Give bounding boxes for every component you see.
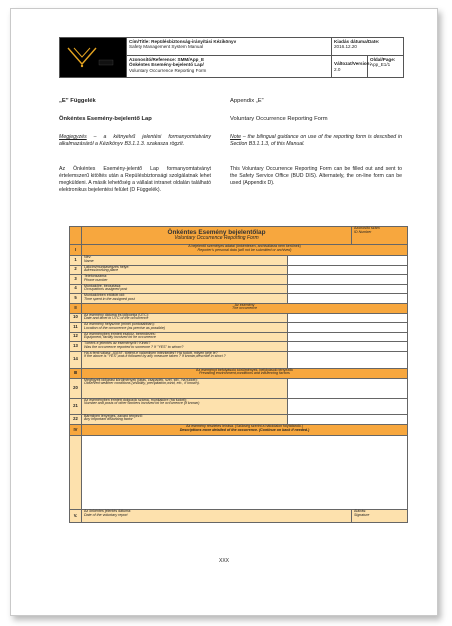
row-label-hu: Név: bbox=[84, 255, 92, 259]
row-label bbox=[82, 323, 288, 333]
row-answer-field[interactable] bbox=[288, 351, 408, 368]
section-3-hu: Az eseményt befolyásoló körülmények, befolyásoló tényezők bbox=[196, 367, 293, 372]
section-1-en: Reporter's personal data (will not be submitted or archived) bbox=[197, 247, 292, 252]
row-number: 12 bbox=[70, 332, 82, 342]
document-page bbox=[10, 8, 438, 616]
section-num-2: II bbox=[70, 303, 82, 313]
row-label-en: Observed weather conditions (visibility, precipitation,wind, etc., if known). bbox=[84, 381, 200, 386]
title-cell bbox=[127, 38, 332, 56]
row-label-hu: Az esemény helyszíne (minél pontosabban): bbox=[84, 322, 155, 326]
rows2-row bbox=[70, 323, 408, 333]
row-label bbox=[82, 378, 288, 398]
section-4 bbox=[82, 425, 408, 436]
section-num-1: I bbox=[70, 245, 82, 256]
section-num-4: IV bbox=[70, 425, 82, 436]
row-label-en: Name bbox=[84, 258, 94, 263]
paragraph-en: This Voluntary Occurrence Reporting Form can be filled out and sent to the Safety Service Office (BUD DIS). Alternately, the on-line form can be used (Appendix D). bbox=[230, 166, 402, 187]
row-label-hu: Ha a fenti válasz „IGEN”, történt-e valamilyen intézkedés? Ha tudott, milyen kéje le? bbox=[84, 350, 218, 355]
report-date-field[interactable] bbox=[82, 510, 352, 523]
rows1-row bbox=[70, 265, 408, 275]
row-answer-field[interactable] bbox=[288, 256, 408, 266]
row-label-hu: Az eseményben érintett dolgozók száma, munkaköre (ha tudott): bbox=[84, 397, 187, 402]
row-answer-field[interactable] bbox=[288, 398, 408, 414]
section-2-hu: Az esemény bbox=[234, 302, 255, 307]
personal-data-rows bbox=[70, 256, 408, 304]
row-label-hu: Az esemény dátuma és időpontja (UTC): bbox=[84, 312, 149, 317]
row-label-hu: Munkakőre, beosztása: bbox=[84, 283, 122, 288]
reference-cell bbox=[127, 56, 332, 78]
rows2-row bbox=[70, 342, 408, 352]
row-answer-field[interactable] bbox=[288, 313, 408, 323]
description-num-cell bbox=[70, 436, 82, 510]
page-value: App_E1/1 bbox=[370, 62, 391, 68]
version-value: 2.0 bbox=[334, 66, 341, 72]
rows1-row bbox=[70, 294, 408, 304]
title-en: Safety Management System Manual bbox=[129, 44, 204, 50]
report-date-en: Date of the voluntary report bbox=[84, 512, 128, 517]
section-2-en: The occurrence bbox=[232, 306, 257, 311]
row-label-hu: Lakcím/munkavégzés helye: bbox=[84, 264, 130, 269]
row-label-en: If the above is "YES",was it followed by any measure taken ? If known,describe in short.? bbox=[84, 354, 226, 359]
signature-hu: Aláírás: bbox=[354, 509, 367, 513]
bud-logo-icon bbox=[60, 38, 120, 77]
row-label bbox=[82, 342, 288, 352]
section-num-3: III bbox=[70, 368, 82, 378]
id-label-en: ID Number bbox=[354, 229, 372, 234]
title-hu: Repülésbiztonság-irányítási Kézikönyv bbox=[151, 39, 237, 44]
row-number: 4 bbox=[70, 284, 82, 294]
logo-image bbox=[60, 38, 126, 77]
report-date-hu: Az önkéntes jelentés dátuma: bbox=[84, 509, 132, 513]
row-number: 2 bbox=[70, 265, 82, 275]
row-label bbox=[82, 414, 288, 425]
conditions-rows bbox=[70, 378, 408, 425]
description-field[interactable] bbox=[82, 436, 408, 510]
page-cell bbox=[368, 56, 404, 78]
page-label: Oldal/Page: bbox=[370, 57, 396, 62]
row-number: 21 bbox=[70, 398, 82, 414]
form-title-hu-big: Önkéntes Esemény bejelentőlap bbox=[167, 229, 266, 237]
occurrence-rows bbox=[70, 313, 408, 368]
note-text-en: – the bilingual guidance on use of the reporting form is described in Section B3.1.1.3, of this Manual. bbox=[230, 134, 402, 148]
row-label-en: Phone number bbox=[84, 277, 108, 282]
row-label-hu: Megfigyelt időjárási körülmények (látás, csapadék, szél, stb., ha tudott): bbox=[84, 377, 198, 382]
row-answer-field[interactable] bbox=[288, 284, 408, 294]
row-answer-field[interactable] bbox=[288, 332, 408, 342]
rows1-row bbox=[70, 275, 408, 285]
title-label: Cím/Title: bbox=[129, 39, 150, 44]
reference-hu: Önkéntes Esemény-bejelentő Lap/ bbox=[129, 62, 204, 68]
row-label-en: Date and timet in UTC of the occurrence bbox=[84, 316, 149, 321]
row-answer-field[interactable] bbox=[288, 414, 408, 425]
rows3-row bbox=[70, 398, 408, 414]
document-header-table bbox=[59, 37, 404, 78]
row-label bbox=[82, 256, 288, 266]
row-label-en: Location of the occurrence (as precise as possible) bbox=[84, 325, 166, 330]
signature-en: Signature bbox=[354, 512, 370, 517]
section-3 bbox=[82, 368, 408, 378]
row-answer-field[interactable] bbox=[288, 342, 408, 352]
row-number: 5 bbox=[70, 294, 82, 304]
row-label bbox=[82, 294, 288, 304]
section-3-en: Prevailing environment,conditions and influencing factors bbox=[199, 371, 290, 376]
row-number: 11 bbox=[70, 323, 82, 333]
note-hu bbox=[59, 134, 211, 148]
date-label: Kiadás dátuma/Date: bbox=[334, 39, 380, 44]
section-1 bbox=[82, 245, 408, 256]
row-label-en: Any important disturbing factor bbox=[84, 417, 133, 422]
rows2-row bbox=[70, 351, 408, 368]
logo-slot bbox=[70, 227, 82, 245]
reference-label: Azonosító/Reference: bbox=[129, 57, 177, 62]
form-title-hu: Önkéntes Esemény-bejelentő Lap bbox=[59, 116, 152, 122]
row-label-hu: Bármilyen lényeges, zavaró tényező: bbox=[84, 413, 143, 418]
row-label-en: Time spent in the assigned post bbox=[84, 296, 135, 301]
row-label-hu: Telefonszáma: bbox=[84, 274, 108, 278]
row-label bbox=[82, 398, 288, 414]
appendix-hu: „E” Függelék bbox=[59, 98, 96, 104]
row-label bbox=[82, 351, 288, 368]
row-number: 1 bbox=[70, 256, 82, 266]
signature-field[interactable] bbox=[352, 510, 408, 523]
row-answer-field[interactable] bbox=[288, 294, 408, 304]
row-label bbox=[82, 275, 288, 285]
rows3-row bbox=[70, 378, 408, 398]
row-number: 14 bbox=[70, 351, 82, 368]
row-answer-field[interactable] bbox=[288, 265, 408, 275]
paragraph-hu: Az Önkéntes Esemény-jelentő Lap formanyomtatványt értelemszerű kitöltés után a Repülésbiztonsági szolgálatnak lehet megküldeni. A másik lehetőség a vállalat intranet oldalán található elektronikus bejelentési felület (D Függelék). bbox=[59, 166, 211, 194]
row-label-en: Adress/working place bbox=[84, 268, 119, 273]
row-number: 20 bbox=[70, 378, 82, 398]
version-cell bbox=[332, 56, 372, 78]
form-title-en: Voluntary Occurrence Reporting Form bbox=[230, 116, 328, 122]
row-number: 13 bbox=[70, 342, 82, 352]
row-number: 22 bbox=[70, 414, 82, 425]
row-answer-field[interactable] bbox=[288, 378, 408, 398]
appendix-en: Appendix „E” bbox=[230, 98, 264, 104]
row-number: 10 bbox=[70, 313, 82, 323]
id-number-cell[interactable] bbox=[352, 227, 408, 245]
occurrence-form bbox=[69, 226, 408, 523]
section-4-hu: Az esemény részletes leírása. (Szükség szerint a hátoldalon folytatandó.) bbox=[186, 424, 303, 428]
section-num-5: V. bbox=[70, 510, 82, 523]
row-label-en: Was the occurrence reported to someone ? If "YES" to whom? bbox=[84, 344, 184, 349]
rows3-row bbox=[70, 414, 408, 425]
page-footer: XXX bbox=[218, 558, 229, 564]
id-label-hu: Azonosító szám bbox=[354, 226, 380, 230]
section-1-hu: A bejelentő személyes adatai (önkéntesen, archiválásra nem kerülnek) bbox=[188, 244, 301, 248]
row-answer-field[interactable] bbox=[288, 323, 408, 333]
reference-value: SMM/App_E bbox=[177, 57, 205, 62]
note-text-hu: – a kétnyelvű jelentési formanyomtatvány alkalmazásáról a Kézikönyv B3.1.1.3. szakasza rögzít. bbox=[59, 134, 211, 148]
date-cell bbox=[332, 38, 404, 56]
row-label-hu: Történt-e jelentés az eseményről? Kinek? bbox=[84, 341, 151, 345]
section-4-en: Descriptions more detailed of the occurrence. (Continue on back if needed.) bbox=[179, 427, 310, 432]
row-label-en: Number and posts of other workers involved int he occurrence (if known) bbox=[84, 401, 200, 406]
section-2 bbox=[82, 303, 408, 313]
company-logo bbox=[60, 38, 127, 78]
reference-en: Voluntary Occurrence Reporting Form bbox=[129, 67, 207, 73]
row-number: 3 bbox=[70, 275, 82, 285]
note-label-en: Note bbox=[230, 134, 241, 140]
row-answer-field[interactable] bbox=[288, 275, 408, 285]
version-label: Változat/Version: bbox=[334, 61, 372, 67]
form-title-en-big: Voluntary Occurrence Reporting Form bbox=[174, 235, 259, 242]
row-label-hu: Az eseményben érintett eszköz, berendezés: bbox=[84, 331, 156, 336]
row-label bbox=[82, 265, 288, 275]
row-label-en: Occupations assigned post bbox=[84, 287, 128, 292]
row-label-hu: Munkakőrben eltöltött idő: bbox=[84, 293, 126, 297]
note-label-hu: Megjegyzés bbox=[59, 134, 87, 140]
row-label-en: Equipment, facility involved int he occurrence bbox=[84, 335, 156, 340]
date-value: 2016.12.20 bbox=[334, 44, 357, 50]
form-header bbox=[82, 227, 352, 245]
rows1-row bbox=[70, 256, 408, 266]
note-en bbox=[230, 134, 402, 148]
